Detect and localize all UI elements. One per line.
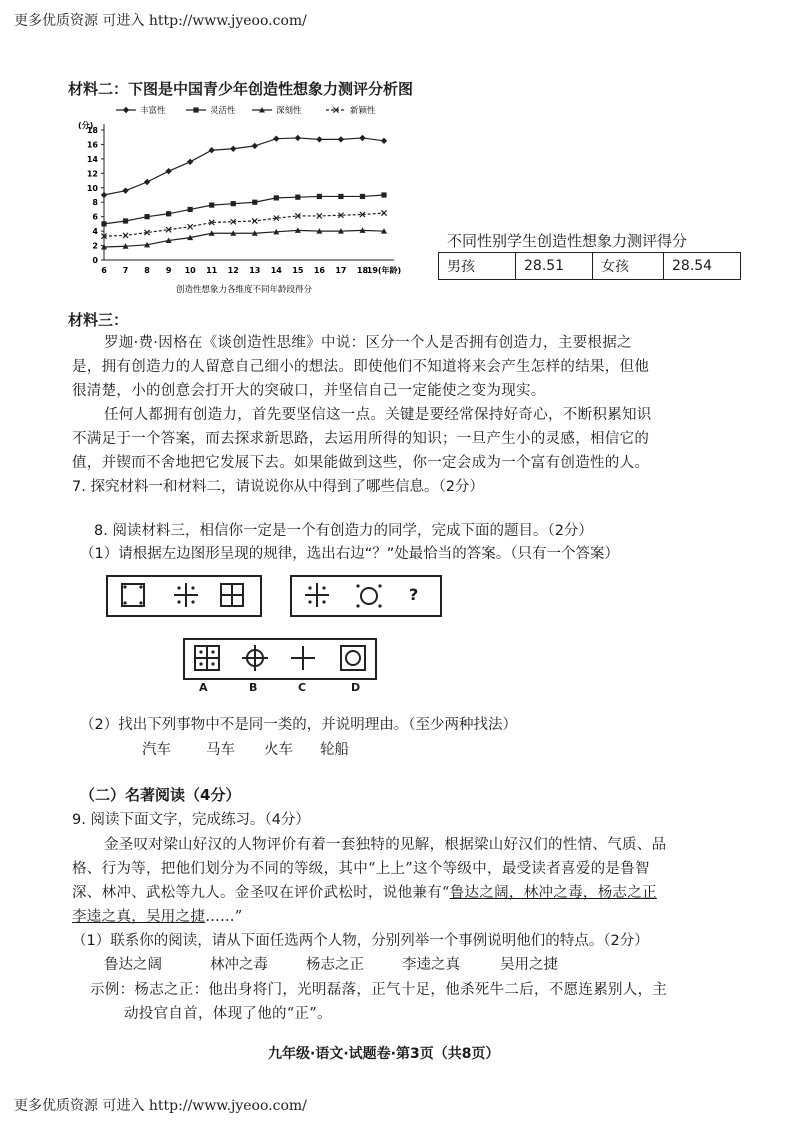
material3-line: 是，拥有创造力的人留意自己细小的想法。即使他们不知道将来会产生怎样的结果，但他 [72, 359, 650, 375]
data-point [123, 233, 128, 238]
data-point [123, 218, 128, 223]
question-mark: ? [409, 585, 419, 604]
data-point [317, 213, 322, 218]
data-point [209, 203, 214, 208]
data-point [252, 200, 257, 205]
data-point [122, 187, 128, 193]
y-tick-label: 12 [86, 169, 98, 179]
q9-example-line: 动投官自首，体现了他的“正”。 [124, 1006, 332, 1022]
y-tick-label: 2 [92, 241, 98, 251]
data-point [188, 207, 193, 212]
item-train: 火车 [264, 742, 293, 758]
data-point [317, 194, 322, 199]
data-point [187, 159, 193, 165]
question-9: 9. 阅读下面文字，完成练习。（4分） [72, 812, 310, 828]
x-tick-label: 12 [227, 266, 239, 275]
data-point [208, 147, 214, 153]
y-tick-label: 8 [92, 198, 98, 208]
data-point [295, 195, 300, 200]
option-label-d: D [351, 681, 361, 694]
data-point [165, 168, 171, 174]
data-point [338, 136, 344, 142]
q9-text: 深、林冲、武松等九人。金圣叹在评价武松时，说他兼有“ [72, 885, 450, 901]
x-tick-label: 18 [356, 266, 369, 275]
page-footer: 九年级·语文·试题卷·第3页（共8页） [268, 1046, 500, 1062]
q9-example-line: 示例：杨志之正：他出身将门，光明磊落，正气十足，他杀死牛二后，不愿连累别人，主 [90, 982, 668, 998]
data-point [360, 194, 365, 199]
pattern-sequence-box [106, 575, 262, 617]
data-point [381, 192, 386, 197]
y-tick-label: 4 [92, 227, 98, 237]
x-tick-label: 8 [144, 266, 150, 275]
data-point [381, 138, 387, 144]
x-tick-label: 13 [249, 266, 261, 275]
y-tick-label: 16 [86, 140, 98, 150]
y-axis-label: (分) [78, 121, 94, 130]
option-label-a: A [199, 681, 208, 694]
choice-wuyong: 吴用之捷 [500, 957, 558, 973]
choice-linchong: 林冲之毒 [210, 957, 268, 973]
data-point [273, 135, 279, 141]
series-line [104, 195, 384, 224]
data-point [231, 201, 236, 206]
choice-likui: 李逵之真 [402, 957, 460, 973]
legend-label: 新颖性 [350, 106, 376, 116]
footer-watermark: 更多优质资源 可进入 http://www.jyeoo.com/ [14, 1098, 307, 1114]
line-chart [64, 100, 414, 300]
item-car: 汽车 [142, 742, 171, 758]
cell-boy-label: 男孩 [439, 253, 516, 280]
q9-paragraph-line: 格、行为等，把他们划分为不同的等级，其中“上上”这个等级中，最受读者喜爱的是鲁智 [72, 861, 650, 877]
question-8-sub1: （1）请根据左边图形呈现的规律，选出右边“？”处最恰当的答案。（只有一个答案） [80, 546, 619, 562]
y-tick-label: 0 [92, 256, 98, 265]
choice-luda: 鲁达之阔 [104, 957, 162, 973]
material3-line: 任何人都拥有创造力，首先要坚信这一点。关键是要经常保持好奇心，不断积累知识 [104, 407, 652, 423]
answer-options-box [183, 638, 377, 680]
data-point [188, 224, 193, 229]
data-point [381, 210, 386, 215]
q9-paragraph-line: 金圣叹对梁山好汉的人物评价有着一套独特的见解，根据梁山好汉们的性情、气质、品 [104, 837, 667, 853]
x-tick-label: 15 [292, 266, 304, 275]
q9-text: ……” [205, 909, 243, 925]
x-tick-label: 11 [206, 266, 218, 275]
gender-score-table [438, 252, 741, 280]
y-tick-label: 18 [86, 126, 98, 135]
option-shapes [185, 640, 375, 678]
data-point [359, 135, 365, 141]
x-tick-label: 19(年龄) [366, 266, 402, 275]
legend-label: 丰富性 [140, 106, 166, 116]
data-point [101, 192, 107, 198]
material3-line: 很清楚，小的创意会打开大的突破口，并坚信自己一定能使之变为现实。 [72, 383, 546, 399]
cell-girl-label: 女孩 [593, 253, 664, 280]
cell-boy-score: 28.51 [516, 253, 593, 280]
question-9-sub1: （1）联系你的阅读，请从下面任选两个人物，分别列举一个事例说明他们的特点。（2分） [72, 933, 649, 949]
choice-yangzhi: 杨志之正 [306, 957, 364, 973]
q9-quote-underlined: 李逵之真，吴用之捷 [72, 909, 206, 925]
x-tick-label: 10 [184, 266, 196, 275]
data-point [252, 218, 257, 223]
pattern-shapes [108, 577, 260, 615]
series-line [104, 138, 384, 195]
section-2-title: （二）名著阅读（4分） [80, 786, 241, 804]
question-8: 8. 阅读材料三，相信你一定是一个有创造力的同学，完成下面的题目。（2分） [94, 523, 593, 539]
x-tick-label: 7 [122, 266, 129, 275]
material2-title: 材料二：下图是中国青少年创造性想象力测评分析图 [68, 80, 414, 98]
pattern-question-box [290, 575, 442, 617]
q9-quote-underlined: 鲁达之阔，林冲之毒，杨志之正 [449, 885, 657, 901]
question-7: 7. 探究材料一和材料二，请说说你从中得到了哪些信息。（2分） [72, 479, 484, 495]
option-label-b: B [249, 681, 258, 694]
data-point [166, 211, 171, 216]
x-tick-label: 9 [165, 266, 172, 275]
y-tick-label: 10 [86, 183, 98, 193]
data-point [295, 135, 301, 141]
x-axis-label: 创造性想象力各维度不同年龄段得分 [175, 285, 313, 295]
item-ship: 轮船 [320, 742, 349, 758]
data-point [101, 221, 106, 226]
gender-table-caption: 不同性别学生创造性想象力测评得分 [447, 232, 688, 250]
x-tick-label: 6 [101, 266, 107, 275]
legend-marker [193, 107, 198, 112]
header-watermark: 更多优质资源 可进入 http://www.jyeoo.com/ [14, 13, 307, 29]
data-point [144, 179, 150, 185]
q9-paragraph-line [72, 881, 657, 902]
y-tick-label: 14 [86, 154, 98, 164]
x-tick-label: 14 [270, 266, 282, 275]
question-8-sub2: （2）找出下列事物中不是同一类的，并说明理由。（至少两种找法） [80, 717, 517, 733]
legend-label: 深刻性 [276, 106, 302, 116]
item-carriage: 马车 [206, 742, 235, 758]
data-point [144, 214, 149, 219]
legend-marker [123, 107, 129, 113]
material3-title: 材料三： [68, 311, 129, 329]
material3-line: 值，并锲而不舍地把它发展下去。如果能做到这些，你一定会成为一个富有创造性的人。 [72, 455, 650, 471]
option-label-c: C [298, 681, 307, 694]
material3-line: 不满足于一个答案，而去探求新思路，去运用所得的知识；一旦产生小的灵感，相信它的 [72, 431, 650, 447]
q9-paragraph-line [72, 905, 243, 926]
data-point [316, 136, 322, 142]
data-point [338, 194, 343, 199]
data-point [274, 195, 279, 200]
x-tick-label: 16 [313, 266, 325, 275]
y-tick-label: 6 [92, 212, 98, 222]
legend-label: 灵活性 [210, 106, 236, 116]
data-point [230, 146, 236, 152]
x-tick-label: 17 [335, 266, 347, 275]
data-point [252, 143, 258, 149]
material3-line: 罗迦·费·因格在《谈创造性思维》中说：区分一个人是否拥有创造力，主要根据之 [104, 335, 632, 351]
cell-girl-score: 28.54 [664, 253, 741, 280]
